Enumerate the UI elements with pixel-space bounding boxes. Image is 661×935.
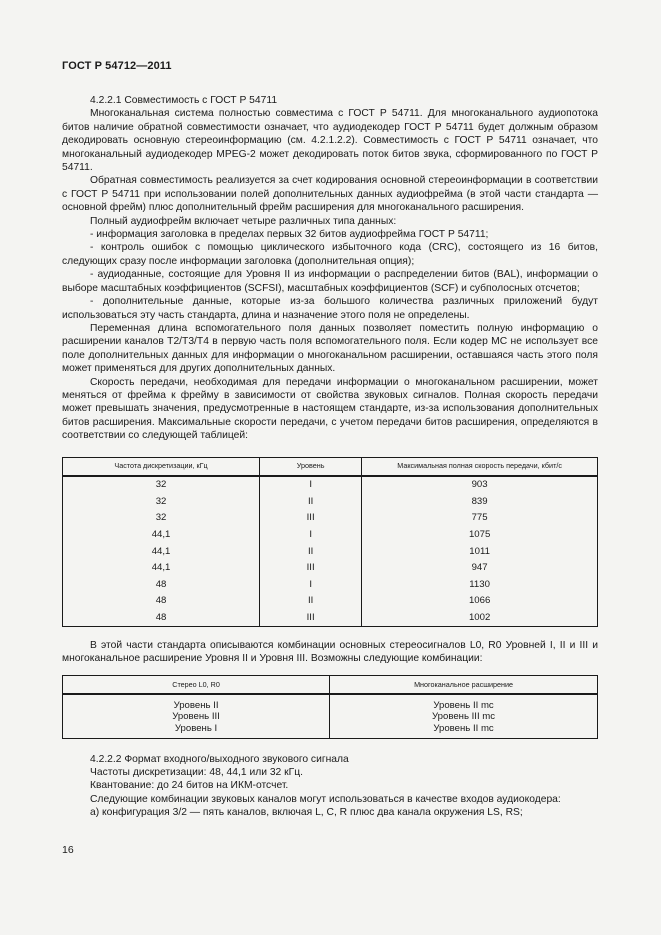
cell-line: Уровень II mc [433, 699, 494, 711]
table-cell: 1066 [362, 593, 598, 610]
table-row [63, 543, 598, 560]
table-cell: III [260, 560, 362, 577]
table-cell: 44,1 [63, 526, 260, 543]
table-cell: 1075 [362, 526, 598, 543]
table-header: Частота дискретизации, кГц [63, 457, 260, 476]
paragraph: Многоканальная система полностью совместима с ГОСТ Р 54711. Для многоканального аудиопотока битов наличие обратной совместимости означает, что аудиодекодер ГОСТ Р 54711 будет должным образом декодировать основную стереоинформацию (см. 4.2.1.2.2). Совместимость с ГОСТ Р 54711 означает, что многоканальный аудиодекодер MPEG-2 может декодировать поток битов звука, сформированного по ГОСТ Р 54711. [62, 108, 598, 174]
table-cell: 48 [63, 593, 260, 610]
paragraph: В этой части стандарта описываются комбинации основных стереосигналов L0, R0 Уровней I, II и III и многоканальное расширение Уровня II и Уровня III. Возможны следующие комбинации: [62, 639, 598, 665]
table-cell [330, 694, 598, 738]
cell-line: Уровень II mc [433, 722, 494, 734]
paragraph: Частоты дискретизации: 48, 44,1 или 32 кГц. [90, 766, 303, 778]
combination-table [62, 675, 598, 739]
table-cell: I [260, 476, 362, 494]
table-cell: III [260, 609, 362, 626]
table-cell: I [260, 526, 362, 543]
table-row [63, 609, 598, 626]
paragraph: Переменная длина вспомогательного поля данных позволяет поместить полную информацию о расширении каналов T2/T3/T4 в первую часть поля вспомогательного поля. Если кодер MC не использует все поле дополнительных данных для информации о многоканальном расширении, оставшаяся часть этого поля может применяться для других дополнительных данных. [62, 322, 598, 375]
table-header: Стерео L0, R0 [63, 675, 330, 694]
table-cell: 44,1 [63, 560, 260, 577]
page-number: 16 [62, 844, 74, 856]
table-cell: 775 [362, 510, 598, 527]
table-row [63, 593, 598, 610]
list-item: - дополнительные данные, которые из-за большого количества различных приложений будут использоваться эту часть стандарта, длина и назначение этого поля не определены. [62, 296, 598, 321]
table-cell: 32 [63, 510, 260, 527]
table-cell: 1002 [362, 609, 598, 626]
table-row [63, 510, 598, 527]
table-cell: 839 [362, 493, 598, 510]
table-cell: 947 [362, 560, 598, 577]
list-item: - аудиоданные, состоящие для Уровня II из информации о распределении битов (BAL), информации о выборе масштабных коэффициентов (SCFSI), масштабных коэффициентов (SCF) и субполосных отсчетов; [62, 269, 598, 294]
table-row [63, 476, 598, 494]
table-cell: 44,1 [63, 543, 260, 560]
cell-line: Уровень II [173, 699, 219, 711]
cell-line: Уровень III mc [432, 711, 496, 723]
cell-line: Уровень III [172, 711, 220, 723]
table-cell: III [260, 510, 362, 527]
document-header: ГОСТ Р 54712—2011 [62, 60, 172, 72]
table-cell: I [260, 576, 362, 593]
table-header: Уровень [260, 457, 362, 476]
section-heading: 4.2.2.2 Формат входного/выходного звукового сигнала [90, 753, 349, 765]
table-cell: 32 [63, 493, 260, 510]
table-row [63, 526, 598, 543]
table-row [63, 576, 598, 593]
paragraph: Обратная совместимость реализуется за счет кодирования основной стереоинформации в соответствии с ГОСТ Р 54711 при использовании полей дополнительных данных аудиофрейма (в этой части стандарта — основной фрейм) плюс дополнительный фрейм расширения для многоканального расширения. [62, 175, 598, 214]
table-cell: II [260, 593, 362, 610]
table-cell: 903 [362, 476, 598, 494]
paragraph: а) конфигурация 3/2 — пять каналов, включая L, C, R плюс два канала окружения LS, RS; [90, 807, 523, 819]
table-header: Максимальная полная скорость передачи, кбит/с [362, 457, 598, 476]
table-row [63, 493, 598, 510]
table-cell: II [260, 493, 362, 510]
paragraph: Следующие комбинации звуковых каналов могут использоваться в качестве входов аудиокодера: [90, 793, 561, 805]
paragraph: Квантование: до 24 битов на ИКМ-отсчет. [90, 780, 289, 792]
bitrate-table-body [63, 476, 598, 627]
paragraph: Скорость передачи, необходимая для передачи информации о многоканальном расширении, может меняться от фрейма к фрейму в зависимости от свойства звуковых сигналов. Полная скорость передачи может превышать значения, предусмотренные в настоящем стандарте, из-за использования дополнительных битов расширения. Максимальные скорости передачи, с учетом передачи битов расширения, определяются в соответствии со следующей таблицей: [62, 376, 598, 442]
paragraph: Полный аудиофрейм включает четыре различных типа данных: [90, 215, 397, 227]
table-cell: 1130 [362, 576, 598, 593]
table-header: Многоканальное расширение [330, 675, 598, 694]
table-cell [63, 694, 330, 738]
cell-line: Уровень I [174, 722, 218, 734]
list-item: - контроль ошибок с помощью циклического избыточного кода (CRC), состоящего из 16 битов, следующих сразу после информации заголовка (дополнительная опция); [62, 242, 598, 267]
table-cell: 48 [63, 576, 260, 593]
section-heading: 4.2.2.1 Совместимость с ГОСТ Р 54711 [90, 95, 278, 106]
table-row [63, 694, 598, 738]
bitrate-table [62, 457, 598, 627]
table-cell: 48 [63, 609, 260, 626]
table-cell: 32 [63, 476, 260, 494]
document-body [62, 94, 598, 820]
table-cell: 1011 [362, 543, 598, 560]
list-item: - информация заголовка в пределах первых 32 битов аудиофрейма ГОСТ Р 54711; [90, 229, 489, 241]
table-cell: II [260, 543, 362, 560]
table-row [63, 560, 598, 577]
